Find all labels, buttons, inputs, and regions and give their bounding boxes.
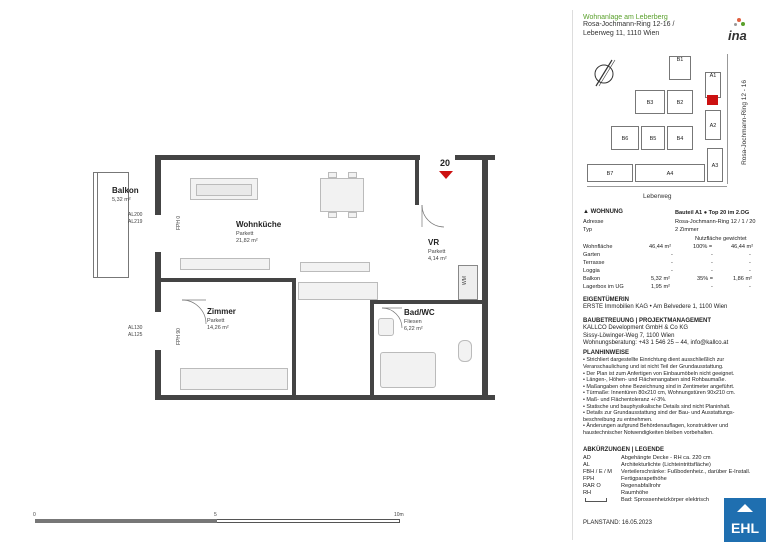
toilet xyxy=(458,340,472,362)
row-pct: - xyxy=(711,284,713,290)
row-value: - xyxy=(671,268,673,274)
planstand: PLANSTAND: 16.05.2023 xyxy=(583,520,652,526)
address-line-2: Leberweg 11, 1110 Wien xyxy=(583,29,660,37)
block-a1: A1 xyxy=(705,72,721,98)
adresse-label: Adresse xyxy=(583,219,604,225)
row-value: 5,32 m² xyxy=(651,276,670,282)
street-bottom-label: Leberweg xyxy=(643,193,672,200)
row-label: Wohnfläche xyxy=(583,244,613,250)
row-weighted: - xyxy=(749,268,751,274)
typ-label: Typ xyxy=(583,227,593,233)
row-weighted: 1,86 m² xyxy=(733,276,752,282)
row-weighted: - xyxy=(749,260,751,266)
adresse-value: Rosa-Jochmann-Ring 12 / 1 / 20 xyxy=(675,219,756,225)
hinweis-line: • Der Plan ist zum Anfertigen von Einbaumöbeln nicht geeignet. xyxy=(583,370,735,377)
wohnkueche-floor: Parkett xyxy=(236,231,254,237)
ehl-logo-text: EHL xyxy=(731,520,759,536)
row-value: 46,44 m² xyxy=(649,244,672,250)
legende-text: Verteilerschränke: Fußbodenheiz., darüber E-Install. xyxy=(621,469,751,476)
hinweise-title: PLANHINWEISE xyxy=(583,350,630,356)
legende-abbr: AD xyxy=(583,455,591,462)
al219-label: AL219 xyxy=(128,219,143,225)
row-weighted: - xyxy=(749,284,751,290)
scale-start: 0 xyxy=(33,512,36,518)
legende-text: Bad: Sprossenheizkörper elektrisch xyxy=(621,497,709,504)
scale-end: 10m xyxy=(394,512,404,518)
wardrobe xyxy=(180,368,288,390)
street-bottom-line xyxy=(587,186,727,187)
balkon-name: Balkon xyxy=(112,186,139,195)
row-label: Loggia xyxy=(583,268,600,274)
logo-text: ina xyxy=(728,28,747,43)
eigentuemerin-title: EIGENTÜMERIN xyxy=(583,297,630,303)
legende-abbr: RH xyxy=(583,490,592,497)
logo-dots-icon xyxy=(734,18,746,28)
block-a4: A4 xyxy=(635,164,705,182)
zimmer-name: Zimmer xyxy=(207,307,236,316)
hinweis-line: • Änderungen aufgrund Behördenauflagen, konstruktiver und xyxy=(583,423,729,430)
hinweis-line: beschreibung zu entnehmen. xyxy=(583,416,653,423)
address-line-1: Rosa-Jochmann-Ring 12-16 / xyxy=(583,21,675,28)
zimmer-floor: Parkett xyxy=(207,318,225,324)
project-name: Wohnanlage am Leberberg xyxy=(583,14,668,21)
block-b1: B1 xyxy=(669,56,691,80)
legende-abbr: AL xyxy=(583,462,590,469)
block-b6: B6 xyxy=(611,126,639,150)
hinweis-line: haustechnischer Notwendigkeiten bleiben vorbehalten. xyxy=(583,429,714,436)
block-b4: B4 xyxy=(667,126,693,150)
legende-abbr: FBH / E / M xyxy=(583,469,612,476)
row-pct: - xyxy=(711,260,713,266)
hinweis-line: Veranschaulichung und ist nicht Teil der Grundausstattung. xyxy=(583,364,724,370)
scale-mid: 5 xyxy=(214,512,217,518)
hinweis-line: • Maß- und Flächentoleranz +/-3%. xyxy=(583,396,667,403)
block-a2: A2 xyxy=(705,110,721,140)
scale-bar-fill xyxy=(35,519,217,523)
row-pct: - xyxy=(711,268,713,274)
hinweise-section xyxy=(583,350,765,437)
hinweis-line: • Strichliert dargestellte Einrichtung dient ausschließlich zur xyxy=(583,357,725,364)
ehl-roof-icon xyxy=(737,504,753,512)
compass-icon xyxy=(591,58,617,88)
row-pct: 35% = xyxy=(697,276,714,282)
badwc-name: Bad/WC xyxy=(404,308,435,317)
row-pct: 100% = xyxy=(693,244,713,250)
row-pct: - xyxy=(711,252,713,258)
bauteil-line: Bauteil A1 ● Top 20 im 2.OG xyxy=(675,210,750,216)
legende-text: Architekturlichte (Lichteintrittsfläche) xyxy=(621,462,711,469)
balkon-area: 5,32 m² xyxy=(112,197,131,203)
vr-area: 4,14 m² xyxy=(428,256,447,262)
unit-highlight xyxy=(707,95,718,105)
zimmer-area: 14,26 m² xyxy=(207,325,229,331)
wohnung-title: ▲ WOHNUNG xyxy=(583,209,623,215)
al200-label: AL200 xyxy=(128,212,143,218)
legende-abbr: RAR O xyxy=(583,483,601,490)
eigentuemerin-section xyxy=(583,297,765,312)
fph-label-1: FPH 0 xyxy=(176,215,182,230)
wohnkueche-name: Wohnküche xyxy=(236,220,282,229)
hinweis-line: • Längen-, Höhen- und Flächenangaben sind Rohbaumaße. xyxy=(583,377,727,384)
row-label: Terrasse xyxy=(583,260,605,266)
panel-divider xyxy=(572,10,573,540)
block-b3: B3 xyxy=(635,90,665,114)
al130-label: AL130 xyxy=(128,325,143,331)
legende-text: Raumhöhe xyxy=(621,490,649,497)
row-label: Balkon xyxy=(583,276,601,282)
street-right-label: Rosa-Jochmann-Ring 12 - 16 xyxy=(741,80,748,165)
block-b5: B5 xyxy=(641,126,665,150)
street-right-line xyxy=(727,54,728,184)
legende-text: Regenabfallrohr xyxy=(621,483,661,490)
hinweis-line: • Türmaße: Innentüren 80x210 cm, Wohnungstüren 90x210 cm. xyxy=(583,390,736,397)
block-b7: B7 xyxy=(587,164,633,182)
betreuung-title: BAUBETREUUNG | PROJEKTMANAGEMENT xyxy=(583,318,712,324)
block-a3: A3 xyxy=(707,148,723,182)
betreuung-line-1: KALLCO Development GmbH & Co KG xyxy=(583,325,689,332)
fph-label-2: FPH 90 xyxy=(176,328,182,345)
ehl-logo xyxy=(724,498,766,542)
badwc-floor: Fliesen xyxy=(404,319,422,325)
wohnkueche-area: 21,82 m² xyxy=(236,238,258,244)
washbasin xyxy=(378,318,394,336)
badwc-area: 6,22 m² xyxy=(404,326,423,332)
hinweis-line: • Details zur Grundausstattung sind der Bau- und Ausstattungs- xyxy=(583,410,735,417)
door-swings xyxy=(150,150,490,400)
row-value: 1,95 m² xyxy=(651,284,670,290)
legende-title: ABKÜRZUNGEN | LEGENDE xyxy=(583,447,665,453)
hinweis-line: • Statische und bauphysikalische Details sind nicht Planinhalt. xyxy=(583,403,731,410)
row-weighted: - xyxy=(749,252,751,258)
legende-abbr: FPH xyxy=(583,476,595,483)
unit-number: 20 xyxy=(440,158,451,168)
vr-name: VR xyxy=(428,238,440,247)
block-b2: B2 xyxy=(667,90,693,114)
balcony-railing xyxy=(93,172,98,278)
betreuung-section xyxy=(583,318,765,348)
typ-value: 2 Zimmer xyxy=(675,227,699,233)
betreuung-line-3: Wohnungsberatung: +43 1 546 25 – 44, info@kallco.at xyxy=(583,340,729,347)
row-weighted: 46,44 m² xyxy=(731,244,754,250)
heater-legend-icon xyxy=(585,498,607,502)
eigentuemerin-text: ERSTE Immobilien KAG • Am Belvedere 1, 1100 Wien xyxy=(583,304,728,311)
betreuung-line-2: Sissy-Löwinger-Weg 7, 1100 Wien xyxy=(583,332,675,339)
nutz-header: Nutzfläche gewichtet xyxy=(695,236,747,242)
row-value: - xyxy=(671,260,673,266)
al125-label: AL125 xyxy=(128,332,143,338)
row-label: Garten xyxy=(583,252,601,258)
vr-floor: Parkett xyxy=(428,249,446,255)
hinweis-line: • Maßangaben ohne Bezeichnung sind in Zentimeter angeführt. xyxy=(583,383,735,390)
site-plan xyxy=(583,52,765,200)
legende-text: Fertigparapethöhe xyxy=(621,476,667,483)
row-label: Lagerbox im UG xyxy=(583,284,624,290)
wm-label: WM xyxy=(462,276,468,285)
legende-text: Abgehängte Decke - RH ca. 220 cm xyxy=(621,455,711,462)
bathtub xyxy=(380,352,436,388)
row-value: - xyxy=(671,252,673,258)
